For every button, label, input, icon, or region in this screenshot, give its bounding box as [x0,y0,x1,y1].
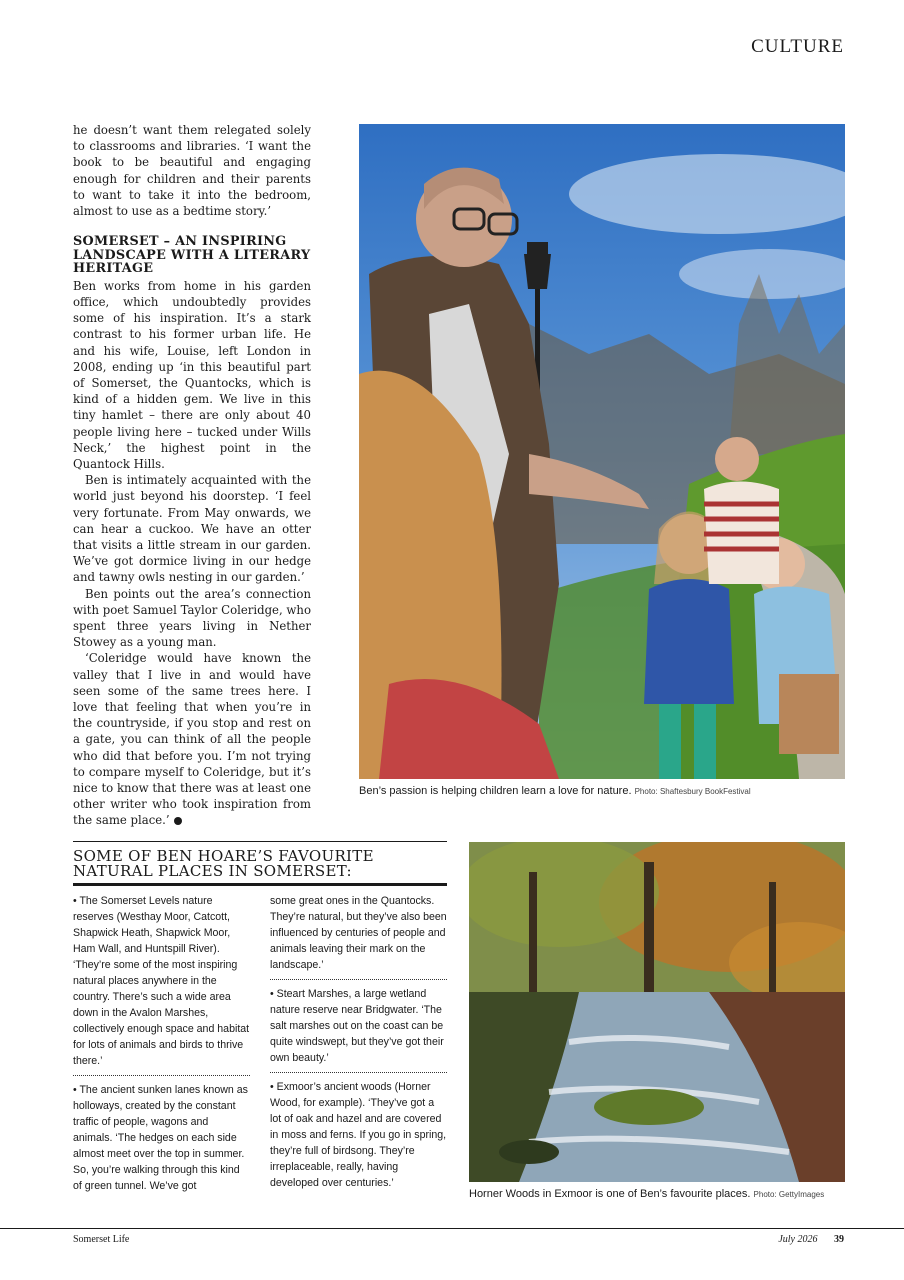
box-title-line: NATURAL PLACES IN SOMERSET: [73,862,352,880]
article-paragraph: Ben is intimately acquainted with the world just beyond his doorstep. ‘I feel very fortunate. From May onwards, we can hear a cuckoo. We have an otter that visits a little stream in our garden. We’ve got dormice living in our hedge and tawny owls nesting in our garden.’ [73,473,311,585]
article-paragraph: Ben points out the area’s connection with poet Samuel Taylor Coleridge, who spent three years living in Nether Stowey as a young man. [73,586,311,650]
article-paragraph: Ben works from home in his garden office, which undoubtedly provides some of his inspiration. It’s a stark contrast to his former urban life. He and his wife, Louise, left London in 2008, ending up ‘in this beautiful part of Somerset, the Quantocks, which is kind of a hidden gem. We live in this tiny hamlet – there are only about 40 people living here – tucked under Wills Neck,’ the highest point in the Quantock Hills. [73,278,311,471]
caption-text: Ben’s passion is helping children learn a love for nature. [359,785,632,797]
caption-text: Horner Woods in Exmoor is one of Ben’s favourite places. [469,1188,751,1200]
place-item: • Steart Marshes, a large wetland nature reserve near Bridgwater. ‘The salt marshes out on the coast can be quite windswept, but they’ve got their own beauty.’ [270,988,444,1064]
footer-issue-info [778,1234,844,1245]
box-heading-rule [73,883,447,886]
photo-credit: Photo: Shaftesbury BookFestival [634,787,751,796]
place-item: • The Somerset Levels nature reserves (Westhay Moor, Catcott, Shapwick Heath, Shapwick Moor, Ham Wall, and Huntspill River). ‘They’re some of the most inspiring natural places anywhere in the country. There’s such a wide area down in the Avalon Marshes, collectively enough space and habitat for lots of animals and birds to thrive there.’ [73,895,250,1067]
woods-photo-caption [469,1188,824,1200]
place-item: • The ancient sunken lanes known as holloways, created by the constant traffic of people, wagons and animals. ‘The hedges on each side almost meet over the top in summer. So, you’re walking through this kind of green tunnel. We’ve got [73,1084,248,1192]
woods-photo [469,842,845,1182]
box-title [73,849,447,879]
box-column-right [270,893,447,1194]
main-photo-caption [359,785,751,797]
box-title-line: SOME OF BEN HOARE’S FAVOURITE [73,847,374,865]
place-item: • Exmoor’s ancient woods (Horner Wood, for example). ‘They’ve got a lot of oak and hazel and are covered in moss and ferns. If you go in spring, they’re full of birdsong. They’re irreplaceable, really, having developed over centuries.’ [270,1081,447,1189]
place-item-continued: some great ones in the Quantocks. They’re natural, but they’ve also been influenced by centuries of people and animals leaving their mark on the landscape.’ [270,895,447,971]
footer-rule [0,1228,904,1229]
article-paragraph-last [73,650,311,828]
woods-photo-illustration [469,842,845,1182]
article-paragraph-text: ‘Coleridge would have known the valley that I live in and would have seen some of the same trees here. I love that feeling that when you’re in the countryside, if you stop and rest on a gate, you can think of all the people who did that before you. I’m not trying to compare myself to Coleridge, but it’s nice to know that there was at least one other writer who took inspiration from the same place.’ [73,651,311,828]
box-columns [73,893,447,1194]
article-subheading: SOMERSET – AN INSPIRING LANDSCAPE WITH A LITERARY HERITAGE [73,234,311,277]
end-mark-icon [174,817,182,825]
main-photo-illustration [359,124,845,779]
main-photo [359,124,845,779]
favourite-places-box [73,841,447,1194]
dotted-divider [73,1075,250,1076]
page-number: 39 [834,1234,844,1245]
article-body [73,122,311,829]
dotted-divider [270,1072,447,1073]
article-paragraph: he doesn’t want them relegated solely to classrooms and libraries. ‘I want the book to be beautiful and engaging enough for children and their parents to want to take it into the bedroom, almost to use as a bedtime story.’ [73,123,311,219]
footer-issue-date: July 2026 [778,1234,818,1245]
box-column-left [73,893,250,1194]
photo-credit: Photo: GettyImages [753,1190,825,1199]
section-label: CULTURE [751,36,844,57]
footer-magazine-name: Somerset Life [73,1234,130,1245]
dotted-divider [270,979,447,980]
box-top-rule [73,841,447,842]
